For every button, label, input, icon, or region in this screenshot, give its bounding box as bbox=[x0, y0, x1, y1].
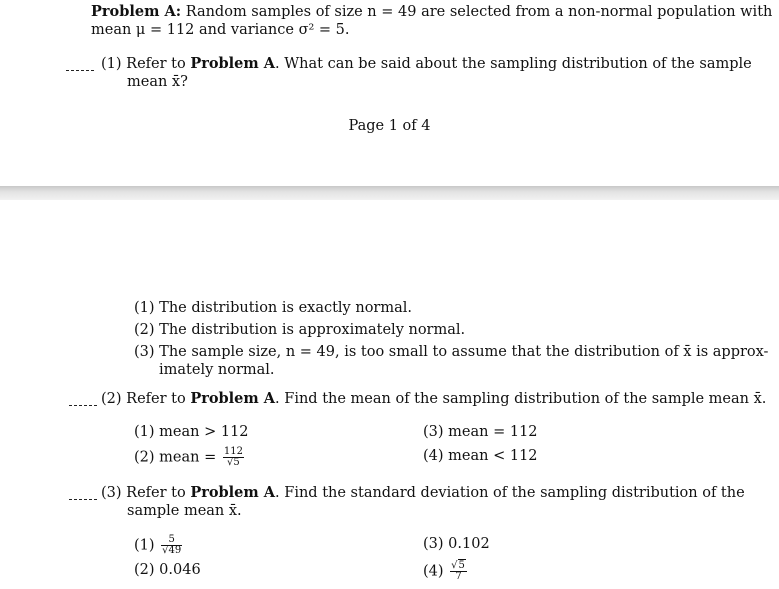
problem-a-line-2: mean μ = 112 and variance σ² = 5. bbox=[91, 22, 350, 38]
q1-option-3-cont: imately normal. bbox=[159, 362, 275, 378]
answer-blank-q2[interactable] bbox=[69, 405, 97, 406]
q3-option-2-num: (2) bbox=[134, 562, 155, 578]
q1-option-2-text: The distribution is approximately normal. bbox=[159, 322, 466, 338]
q2-option-3-num: (3) bbox=[423, 424, 444, 440]
q2-ref: Problem A bbox=[190, 390, 276, 407]
q3-option-4-frac-den: 7 bbox=[455, 571, 462, 582]
q3-option-4-num: (4) bbox=[423, 563, 444, 580]
answer-blank-q3[interactable] bbox=[69, 499, 97, 500]
q3-option-1-num: (1) bbox=[134, 537, 155, 554]
q2-option-1[interactable] bbox=[134, 423, 249, 441]
q3-option-4-frac-num: √5 bbox=[451, 560, 465, 571]
q1-option-1[interactable] bbox=[134, 299, 412, 317]
q3-option-2[interactable] bbox=[134, 561, 201, 579]
q2-option-2-frac-den: √5 bbox=[227, 457, 240, 468]
problem-a-label: Problem A: bbox=[91, 3, 182, 20]
q3-option-2-text: 0.046 bbox=[159, 562, 201, 578]
q2-lead: Refer to bbox=[126, 391, 186, 407]
q3-option-4[interactable] bbox=[423, 561, 469, 582]
q1-ref: Problem A bbox=[190, 55, 276, 72]
q1-option-1-num: (1) bbox=[134, 300, 155, 316]
q2-line bbox=[101, 390, 766, 408]
q3-option-4-radicand: 5 bbox=[458, 560, 465, 571]
q3-option-3[interactable] bbox=[423, 535, 490, 553]
page-number: Page 1 of 4 bbox=[348, 118, 431, 134]
q1-line-1 bbox=[101, 55, 752, 73]
q2-option-2-num: (2) bbox=[134, 449, 155, 466]
q3-option-4-fraction bbox=[450, 561, 467, 582]
q2-rest: . Find the mean of the sampling distribution of the sample mean x̄. bbox=[275, 391, 767, 407]
q1-option-3-text: The sample size, n = 49, is too small to assume that the distribution of x̄ is approx- bbox=[159, 344, 769, 360]
q3-rest-1: . Find the standard deviation of the sampling distribution of the bbox=[275, 485, 745, 501]
q1-option-2-num: (2) bbox=[134, 322, 155, 338]
q3-ref: Problem A bbox=[190, 484, 276, 501]
q2-option-2-frac-num: 112 bbox=[223, 446, 243, 457]
q3-option-3-num: (3) bbox=[423, 536, 444, 552]
q1-line-2: mean x̄? bbox=[127, 74, 188, 90]
page-1 bbox=[0, 0, 779, 186]
q3-option-3-text: 0.102 bbox=[448, 536, 490, 552]
q3-line-1 bbox=[101, 484, 745, 502]
page-separator bbox=[0, 186, 779, 200]
q1-lead: Refer to bbox=[126, 56, 186, 72]
q1-number: (1) bbox=[101, 56, 122, 72]
q3-option-1-frac-num: 5 bbox=[161, 535, 182, 546]
q2-option-3-text: mean = 112 bbox=[448, 424, 538, 440]
q1-option-2[interactable] bbox=[134, 321, 465, 339]
q1-rest-1: . What can be said about the sampling distribution of the sample bbox=[275, 56, 752, 72]
q2-option-2[interactable] bbox=[134, 447, 246, 468]
q2-option-4[interactable] bbox=[423, 447, 538, 465]
answer-blank-q1[interactable] bbox=[66, 70, 94, 71]
q2-option-1-num: (1) bbox=[134, 424, 155, 440]
q2-option-3[interactable] bbox=[423, 423, 538, 441]
q2-option-1-text: mean > 112 bbox=[159, 424, 249, 440]
page-2 bbox=[0, 200, 779, 589]
q2-option-4-num: (4) bbox=[423, 448, 444, 464]
q3-number: (3) bbox=[101, 485, 122, 501]
q1-option-3-num: (3) bbox=[134, 344, 155, 360]
q2-option-2-text: mean = bbox=[159, 449, 217, 466]
q3-lead: Refer to bbox=[126, 485, 186, 501]
problem-a-line-1 bbox=[91, 3, 772, 21]
q3-option-1[interactable] bbox=[134, 535, 184, 556]
q3-option-1-fraction bbox=[161, 535, 182, 556]
q1-option-1-text: The distribution is exactly normal. bbox=[159, 300, 412, 316]
problem-a-text-1: Random samples of size n = 49 are selected from a non-normal population with bbox=[185, 4, 773, 20]
q2-number: (2) bbox=[101, 391, 122, 407]
q2-option-2-radicand: 5 bbox=[233, 457, 240, 468]
q1-option-3[interactable] bbox=[134, 343, 768, 361]
q3-option-1-radicand: 49 bbox=[168, 545, 182, 556]
q3-line-2: sample mean x̄. bbox=[127, 503, 242, 519]
q3-option-1-frac-den: √49 bbox=[162, 545, 182, 556]
q2-option-4-text: mean < 112 bbox=[448, 448, 538, 464]
q2-option-2-fraction bbox=[223, 447, 244, 468]
